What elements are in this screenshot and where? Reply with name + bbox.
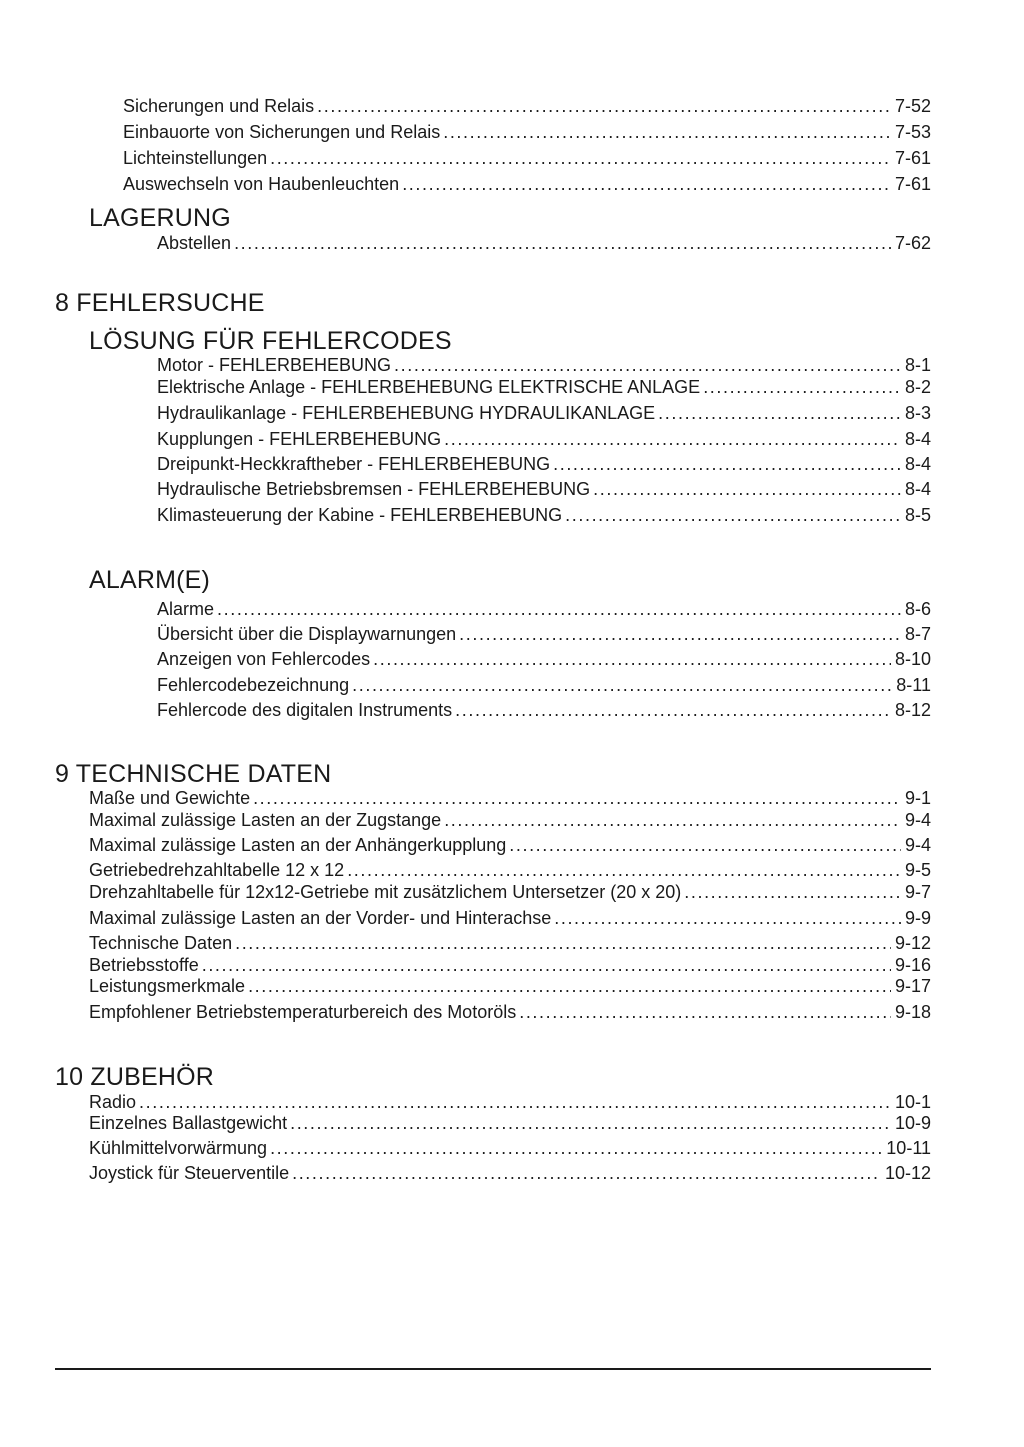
toc-entry-title: Auswechseln von Haubenleuchten bbox=[123, 174, 400, 194]
toc-entry-title: Elektrische Anlage - FEHLERBEHEBUNG ELEKTRISCHE ANLAGE bbox=[157, 377, 701, 397]
toc-entry-page: 8-4 bbox=[904, 429, 931, 449]
toc-entry-page: 10-11 bbox=[886, 1138, 931, 1158]
toc-entry[interactable] bbox=[89, 1162, 931, 1184]
toc-entry[interactable] bbox=[89, 932, 931, 954]
toc-entry-page: 9-4 bbox=[904, 835, 931, 855]
toc-entry-title: Getriebedrehzahltabelle 12 x 12 bbox=[89, 860, 345, 880]
toc-entry[interactable] bbox=[157, 674, 931, 696]
toc-entry[interactable] bbox=[89, 859, 931, 881]
toc-entry-title: Alarme bbox=[157, 599, 215, 619]
toc-entry-title: Maße und Gewichte bbox=[89, 788, 251, 808]
dot-leader bbox=[444, 428, 901, 450]
toc-entry[interactable] bbox=[157, 648, 931, 670]
toc-entry-title: Technische Daten bbox=[89, 933, 233, 953]
toc-entry[interactable] bbox=[157, 453, 931, 475]
toc-entry-page: 7-61 bbox=[894, 148, 931, 168]
toc-entry[interactable] bbox=[157, 623, 931, 645]
chapter-heading-8: 8 FEHLERSUCHE bbox=[55, 289, 265, 317]
toc-entry-title: Kühlmittelvorwärmung bbox=[89, 1138, 268, 1158]
dot-leader bbox=[352, 674, 892, 696]
toc-entry[interactable] bbox=[89, 787, 931, 809]
dot-leader bbox=[235, 932, 891, 954]
toc-entry-page: 8-11 bbox=[896, 675, 931, 695]
dot-leader bbox=[593, 478, 901, 500]
toc-entry[interactable] bbox=[89, 1112, 931, 1134]
toc-entry-title: Empfohlener Betriebstemperaturbereich des Motoröls bbox=[89, 1002, 517, 1022]
toc-entry[interactable] bbox=[89, 954, 931, 976]
toc-entry-page: 10-9 bbox=[894, 1113, 931, 1133]
toc-entry-page: 8-1 bbox=[904, 355, 931, 375]
toc-entry-page: 7-61 bbox=[894, 174, 931, 194]
toc-entry-title: Maximal zulässige Lasten an der Anhängerkupplung bbox=[89, 835, 507, 855]
toc-entry-title: Abstellen bbox=[157, 233, 232, 253]
toc-entry[interactable] bbox=[123, 95, 931, 117]
dot-leader bbox=[373, 648, 891, 670]
dot-leader bbox=[270, 1137, 882, 1159]
dot-leader bbox=[455, 699, 891, 721]
toc-entry-title: Hydraulische Betriebsbremsen - FEHLERBEHEBUNG bbox=[157, 479, 591, 499]
toc-entry-title: Joystick für Steuerventile bbox=[89, 1163, 290, 1183]
toc-entry-title: Radio bbox=[89, 1092, 137, 1112]
toc-entry-page: 8-2 bbox=[904, 377, 931, 397]
toc-entry-page: 9-16 bbox=[894, 955, 931, 975]
toc-entry-title: Maximal zulässige Lasten an der Vorder- und Hinterachse bbox=[89, 908, 552, 928]
toc-entry-title: Lichteinstellungen bbox=[123, 148, 268, 168]
toc-entry-title: Drehzahltabelle für 12x12-Getriebe mit zusätzlichem Untersetzer (20 x 20) bbox=[89, 882, 682, 902]
dot-leader bbox=[459, 623, 901, 645]
toc-entry-page: 10-12 bbox=[884, 1163, 931, 1183]
dot-leader bbox=[234, 232, 891, 254]
toc-entry-page: 9-9 bbox=[904, 908, 931, 928]
dot-leader bbox=[394, 354, 901, 376]
section-heading-alarm: ALARM(E) bbox=[89, 566, 211, 594]
toc-entry[interactable] bbox=[89, 881, 931, 903]
toc-entry-title: Hydraulikanlage - FEHLERBEHEBUNG HYDRAULIKANLAGE bbox=[157, 403, 656, 423]
chapter-heading-9: 9 TECHNISCHE DATEN bbox=[55, 760, 332, 788]
toc-entry[interactable] bbox=[157, 402, 931, 424]
toc-entry-page: 8-10 bbox=[894, 649, 931, 669]
section-heading-lagerung: LAGERUNG bbox=[89, 204, 231, 232]
toc-entry[interactable] bbox=[123, 173, 931, 195]
dot-leader bbox=[565, 504, 901, 526]
toc-entry[interactable] bbox=[89, 975, 931, 997]
toc-entry[interactable] bbox=[157, 478, 931, 500]
toc-entry-title: Anzeigen von Fehlercodes bbox=[157, 649, 371, 669]
dot-leader bbox=[347, 859, 901, 881]
toc-entry-title: Betriebsstoffe bbox=[89, 955, 199, 975]
toc-entry[interactable] bbox=[89, 1137, 931, 1159]
toc-entry[interactable] bbox=[89, 1091, 931, 1113]
dot-leader bbox=[703, 376, 901, 398]
toc-entry-title: Einbauorte von Sicherungen und Relais bbox=[123, 122, 441, 142]
toc-entry-page: 9-7 bbox=[904, 882, 931, 902]
dot-leader bbox=[139, 1091, 891, 1113]
toc-entry[interactable] bbox=[89, 907, 931, 929]
toc-entry-page: 8-5 bbox=[904, 505, 931, 525]
toc-entry-page: 9-1 bbox=[904, 788, 931, 808]
toc-entry[interactable] bbox=[157, 504, 931, 526]
dot-leader bbox=[292, 1162, 881, 1184]
toc-entry-page: 8-12 bbox=[894, 700, 931, 720]
toc-entry[interactable] bbox=[157, 376, 931, 398]
dot-leader bbox=[317, 95, 891, 117]
dot-leader bbox=[444, 809, 901, 831]
dot-leader bbox=[658, 402, 901, 424]
toc-entry-page: 9-17 bbox=[894, 976, 931, 996]
toc-entry[interactable] bbox=[89, 809, 931, 831]
toc-entry[interactable] bbox=[123, 121, 931, 143]
dot-leader bbox=[553, 453, 901, 475]
toc-entry-page: 8-6 bbox=[904, 599, 931, 619]
chapter-heading-10: 10 ZUBEHÖR bbox=[55, 1063, 214, 1091]
toc-entry-page: 8-7 bbox=[904, 624, 931, 644]
toc-entry[interactable] bbox=[157, 354, 931, 376]
dot-leader bbox=[270, 147, 891, 169]
toc-entry-page: 10-1 bbox=[894, 1092, 931, 1112]
toc-entry-title: Motor - FEHLERBEHEBUNG bbox=[157, 355, 392, 375]
footer-rule bbox=[55, 1368, 931, 1370]
toc-entry-title: Übersicht über die Displaywarnungen bbox=[157, 624, 457, 644]
dot-leader bbox=[509, 834, 901, 856]
dot-leader bbox=[443, 121, 891, 143]
toc-entry-title: Sicherungen und Relais bbox=[123, 96, 315, 116]
toc-entry[interactable] bbox=[89, 834, 931, 856]
toc-entry[interactable] bbox=[123, 147, 931, 169]
toc-entry-title: Kupplungen - FEHLERBEHEBUNG bbox=[157, 429, 442, 449]
toc-entry-title: Maximal zulässige Lasten an der Zugstange bbox=[89, 810, 442, 830]
toc-entry-page: 9-5 bbox=[904, 860, 931, 880]
dot-leader bbox=[684, 881, 901, 903]
dot-leader bbox=[248, 975, 891, 997]
toc-entry-page: 8-4 bbox=[904, 454, 931, 474]
toc-entry-title: Fehlercode des digitalen Instruments bbox=[157, 700, 453, 720]
toc-entry-page: 7-53 bbox=[894, 122, 931, 142]
dot-leader bbox=[290, 1112, 891, 1134]
section-heading-loesung: LÖSUNG FÜR FEHLERCODES bbox=[89, 327, 452, 355]
dot-leader bbox=[554, 907, 901, 929]
dot-leader bbox=[253, 787, 901, 809]
toc-entry-page: 9-4 bbox=[904, 810, 931, 830]
toc-entry-title: Leistungsmerkmale bbox=[89, 976, 246, 996]
toc-entry-page: 7-62 bbox=[894, 233, 931, 253]
dot-leader bbox=[402, 173, 891, 195]
toc-entry-title: Fehlercodebezeichnung bbox=[157, 675, 350, 695]
dot-leader bbox=[217, 598, 901, 620]
toc-entry-page: 7-52 bbox=[894, 96, 931, 116]
toc-entry-page: 8-3 bbox=[904, 403, 931, 423]
toc-entry[interactable] bbox=[157, 232, 931, 254]
toc-entry-page: 9-12 bbox=[894, 933, 931, 953]
dot-leader bbox=[519, 1001, 891, 1023]
dot-leader bbox=[202, 954, 891, 976]
toc-entry-page: 9-18 bbox=[894, 1002, 931, 1022]
toc-entry[interactable] bbox=[157, 699, 931, 721]
toc-entry[interactable] bbox=[89, 1001, 931, 1023]
toc-entry[interactable] bbox=[157, 598, 931, 620]
toc-entry-title: Dreipunkt-Heckkraftheber - FEHLERBEHEBUNG bbox=[157, 454, 551, 474]
toc-entry-page: 8-4 bbox=[904, 479, 931, 499]
toc-entry-title: Klimasteuerung der Kabine - FEHLERBEHEBUNG bbox=[157, 505, 563, 525]
toc-entry-title: Einzelnes Ballastgewicht bbox=[89, 1113, 288, 1133]
toc-entry[interactable] bbox=[157, 428, 931, 450]
